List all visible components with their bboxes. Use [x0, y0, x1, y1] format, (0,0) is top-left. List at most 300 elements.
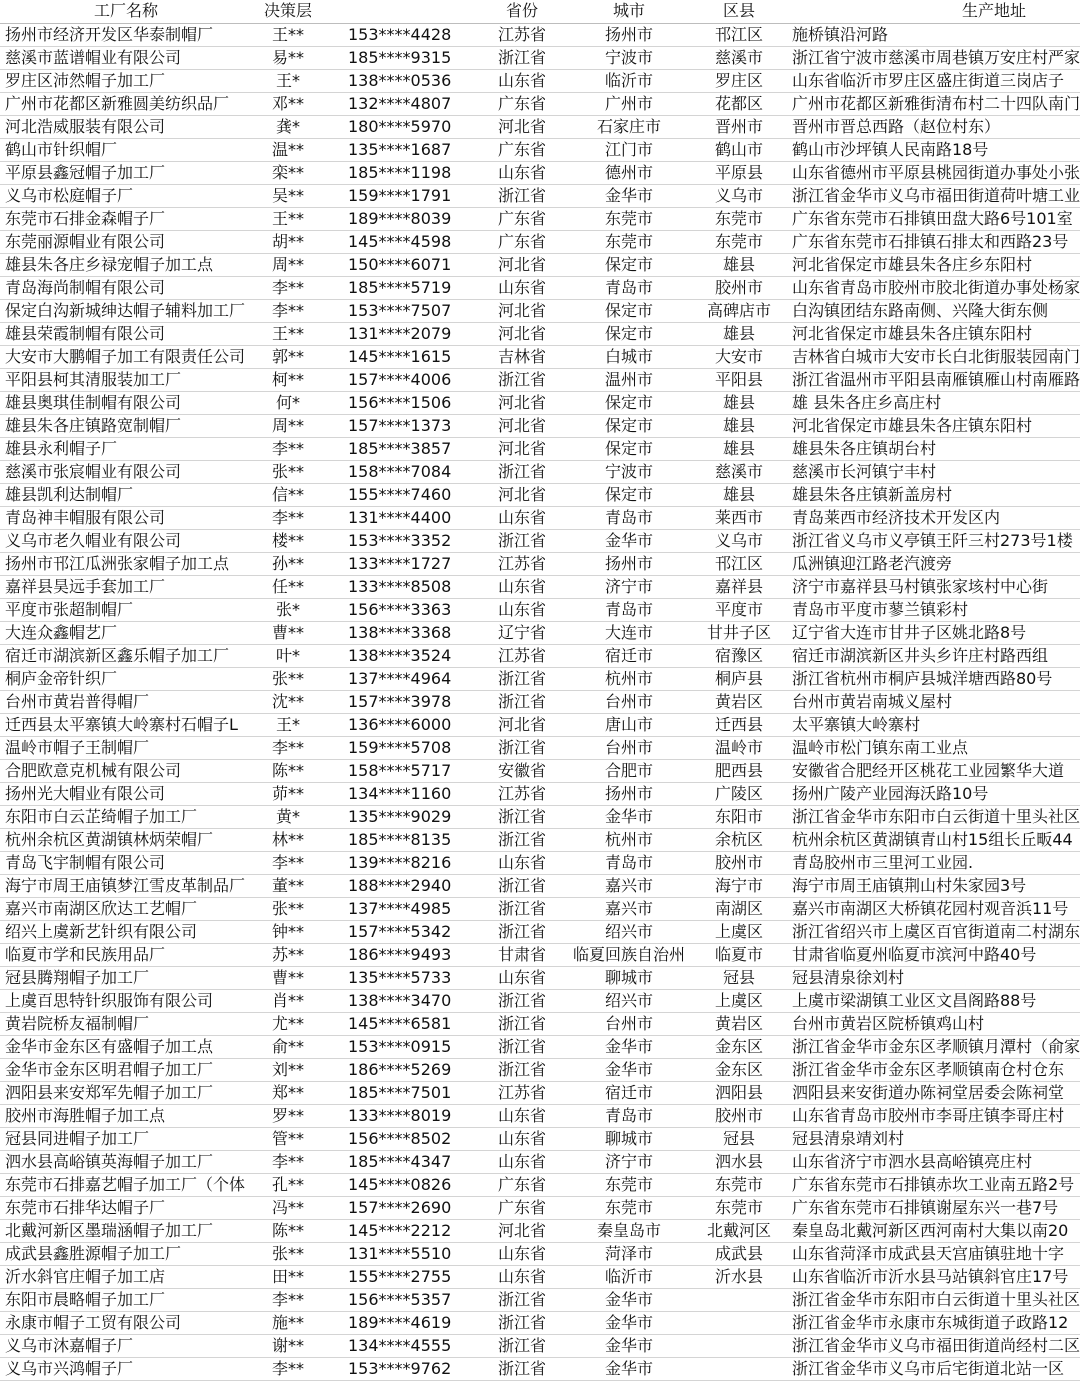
decision-maker-cell[interactable]: 钟**	[252, 920, 324, 943]
factory-name-cell[interactable]: 义乌市沐嘉帽子厂	[0, 1334, 252, 1357]
phone-cell[interactable]: 131****5510	[324, 1242, 476, 1265]
decision-maker-cell[interactable]: 李**	[252, 1288, 324, 1311]
province-cell[interactable]: 山东省	[476, 851, 568, 874]
factory-name-cell[interactable]: 桐庐金帝针织厂	[0, 667, 252, 690]
decision-maker-cell[interactable]: 管**	[252, 1127, 324, 1150]
address-cell[interactable]: 雄县朱各庄镇新盖房村	[788, 483, 1080, 506]
decision-maker-cell[interactable]: 李**	[252, 1357, 324, 1380]
address-cell[interactable]: 河北省保定市雄县朱各庄乡东阳村	[788, 253, 1080, 276]
factory-name-cell[interactable]: 临夏市学和民族用品厂	[0, 943, 252, 966]
city-cell[interactable]: 金华市	[568, 1058, 690, 1081]
phone-cell[interactable]: 180****5970	[324, 115, 476, 138]
phone-cell[interactable]: 156****3363	[324, 598, 476, 621]
district-cell[interactable]: 邗江区	[690, 23, 788, 46]
address-cell[interactable]: 青岛胶州市三里河工业园.	[788, 851, 1080, 874]
factory-name-cell[interactable]: 义乌市松庭帽子厂	[0, 184, 252, 207]
decision-maker-cell[interactable]: 肖**	[252, 989, 324, 1012]
district-cell[interactable]: 罗庄区	[690, 69, 788, 92]
city-cell[interactable]: 菏泽市	[568, 1242, 690, 1265]
city-cell[interactable]: 嘉兴市	[568, 874, 690, 897]
province-cell[interactable]: 辽宁省	[476, 621, 568, 644]
city-cell[interactable]: 青岛市	[568, 598, 690, 621]
factory-name-cell[interactable]: 迁西县太平寨镇大岭寨村石帽子L	[0, 713, 252, 736]
decision-maker-cell[interactable]: 林**	[252, 828, 324, 851]
phone-cell[interactable]: 156****5357	[324, 1288, 476, 1311]
factory-name-cell[interactable]: 平阳县柯其清服装加工厂	[0, 368, 252, 391]
phone-cell[interactable]: 138****3368	[324, 621, 476, 644]
factory-name-cell[interactable]: 金华市金东区有盛帽子加工点	[0, 1035, 252, 1058]
factory-name-cell[interactable]: 罗庄区沛然帽子加工厂	[0, 69, 252, 92]
city-cell[interactable]: 保定市	[568, 322, 690, 345]
phone-cell[interactable]: 135****1687	[324, 138, 476, 161]
header-province[interactable]: 省份	[476, 0, 568, 23]
province-cell[interactable]: 广东省	[476, 207, 568, 230]
province-cell[interactable]: 河北省	[476, 1219, 568, 1242]
factory-name-cell[interactable]: 合肥欧意克机械有限公司	[0, 759, 252, 782]
province-cell[interactable]: 浙江省	[476, 46, 568, 69]
address-cell[interactable]: 广州市花都区新雅街清布村二十四队南门	[788, 92, 1080, 115]
address-cell[interactable]: 甘肃省临夏州临夏市滨河中路40号	[788, 943, 1080, 966]
district-cell[interactable]: 甘井子区	[690, 621, 788, 644]
district-cell[interactable]: 晋州市	[690, 115, 788, 138]
district-cell[interactable]: 金东区	[690, 1058, 788, 1081]
factory-name-cell[interactable]: 泗水县高峪镇英海帽子加工厂	[0, 1150, 252, 1173]
decision-maker-cell[interactable]: 张**	[252, 667, 324, 690]
province-cell[interactable]: 浙江省	[476, 897, 568, 920]
address-cell[interactable]: 河北省保定市雄县朱各庄镇东阳村	[788, 322, 1080, 345]
decision-maker-cell[interactable]: 王**	[252, 23, 324, 46]
province-cell[interactable]: 河北省	[476, 299, 568, 322]
phone-cell[interactable]: 155****7460	[324, 483, 476, 506]
province-cell[interactable]: 浙江省	[476, 184, 568, 207]
address-cell[interactable]: 浙江省金华市义乌市福田街道尚经村二区	[788, 1334, 1080, 1357]
district-cell[interactable]: 金东区	[690, 1035, 788, 1058]
city-cell[interactable]: 保定市	[568, 414, 690, 437]
province-cell[interactable]: 浙江省	[476, 989, 568, 1012]
factory-name-cell[interactable]: 沂水斜官庄帽子加工店	[0, 1265, 252, 1288]
province-cell[interactable]: 山东省	[476, 598, 568, 621]
factory-name-cell[interactable]: 宿迁市湖滨新区鑫乐帽子加工厂	[0, 644, 252, 667]
address-cell[interactable]: 山东省临沂市罗庄区盛庄街道三岗店子	[788, 69, 1080, 92]
district-cell[interactable]: 雄县	[690, 414, 788, 437]
phone-cell[interactable]: 139****8216	[324, 851, 476, 874]
decision-maker-cell[interactable]: 刘**	[252, 1058, 324, 1081]
address-cell[interactable]: 辽宁省大连市甘井子区姚北路8号	[788, 621, 1080, 644]
factory-name-cell[interactable]: 青岛飞宇制帽有限公司	[0, 851, 252, 874]
district-cell[interactable]: 东阳市	[690, 805, 788, 828]
district-cell[interactable]: 宿豫区	[690, 644, 788, 667]
province-cell[interactable]: 山东省	[476, 575, 568, 598]
header-district[interactable]: 区县	[690, 0, 788, 23]
address-cell[interactable]: 河北省保定市雄县朱各庄镇东阳村	[788, 414, 1080, 437]
province-cell[interactable]: 广东省	[476, 92, 568, 115]
phone-cell[interactable]: 156****1506	[324, 391, 476, 414]
city-cell[interactable]: 宿迁市	[568, 1081, 690, 1104]
address-cell[interactable]: 山东省菏泽市成武县天宫庙镇驻地十字	[788, 1242, 1080, 1265]
decision-maker-cell[interactable]: 王*	[252, 69, 324, 92]
province-cell[interactable]: 浙江省	[476, 828, 568, 851]
decision-maker-cell[interactable]: 信**	[252, 483, 324, 506]
district-cell[interactable]: 雄县	[690, 437, 788, 460]
district-cell[interactable]: 东莞市	[690, 230, 788, 253]
decision-maker-cell[interactable]: 周**	[252, 253, 324, 276]
province-cell[interactable]: 河北省	[476, 437, 568, 460]
city-cell[interactable]: 白城市	[568, 345, 690, 368]
factory-name-cell[interactable]: 东莞市石排金森帽子厂	[0, 207, 252, 230]
district-cell[interactable]: 温岭市	[690, 736, 788, 759]
city-cell[interactable]: 台州市	[568, 1012, 690, 1035]
factory-name-cell[interactable]: 金华市金东区明君帽子加工厂	[0, 1058, 252, 1081]
decision-maker-cell[interactable]: 郑**	[252, 1081, 324, 1104]
city-cell[interactable]: 宿迁市	[568, 644, 690, 667]
decision-maker-cell[interactable]: 龚*	[252, 115, 324, 138]
city-cell[interactable]: 杭州市	[568, 828, 690, 851]
province-cell[interactable]: 江苏省	[476, 644, 568, 667]
district-cell[interactable]: 东莞市	[690, 1196, 788, 1219]
address-cell[interactable]: 雄县朱各庄镇胡台村	[788, 437, 1080, 460]
header-city[interactable]: 城市	[568, 0, 690, 23]
factory-name-cell[interactable]: 东阳市晨略帽子加工厂	[0, 1288, 252, 1311]
decision-maker-cell[interactable]: 孔**	[252, 1173, 324, 1196]
city-cell[interactable]: 温州市	[568, 368, 690, 391]
district-cell[interactable]: 泗水县	[690, 1150, 788, 1173]
phone-cell[interactable]: 156****8502	[324, 1127, 476, 1150]
district-cell[interactable]: 慈溪市	[690, 46, 788, 69]
city-cell[interactable]: 保定市	[568, 391, 690, 414]
city-cell[interactable]: 金华市	[568, 1334, 690, 1357]
address-cell[interactable]: 鹤山市沙坪镇人民南路18号	[788, 138, 1080, 161]
decision-maker-cell[interactable]: 张**	[252, 1242, 324, 1265]
city-cell[interactable]: 扬州市	[568, 23, 690, 46]
city-cell[interactable]: 秦皇岛市	[568, 1219, 690, 1242]
phone-cell[interactable]: 145****0826	[324, 1173, 476, 1196]
province-cell[interactable]: 浙江省	[476, 736, 568, 759]
phone-cell[interactable]: 157****4006	[324, 368, 476, 391]
phone-cell[interactable]: 138****0536	[324, 69, 476, 92]
factory-name-cell[interactable]: 雄县朱各庄乡禄宠帽子加工点	[0, 253, 252, 276]
city-cell[interactable]: 扬州市	[568, 552, 690, 575]
decision-maker-cell[interactable]: 李**	[252, 1150, 324, 1173]
province-cell[interactable]: 广东省	[476, 1173, 568, 1196]
district-cell[interactable]: 冠县	[690, 966, 788, 989]
phone-cell[interactable]: 133****8019	[324, 1104, 476, 1127]
district-cell[interactable]	[690, 1288, 788, 1311]
district-cell[interactable]: 平原县	[690, 161, 788, 184]
city-cell[interactable]: 济宁市	[568, 1150, 690, 1173]
province-cell[interactable]: 江苏省	[476, 1081, 568, 1104]
district-cell[interactable]: 大安市	[690, 345, 788, 368]
phone-cell[interactable]: 185****9315	[324, 46, 476, 69]
province-cell[interactable]: 山东省	[476, 1127, 568, 1150]
address-cell[interactable]: 山东省济宁市泗水县高峪镇亮庄村	[788, 1150, 1080, 1173]
city-cell[interactable]: 金华市	[568, 1311, 690, 1334]
decision-maker-cell[interactable]: 栾**	[252, 161, 324, 184]
decision-maker-cell[interactable]: 李**	[252, 736, 324, 759]
city-cell[interactable]: 台州市	[568, 736, 690, 759]
city-cell[interactable]: 临夏回族自治州	[568, 943, 690, 966]
address-cell[interactable]: 台州市黄岩区院桥镇鸡山村	[788, 1012, 1080, 1035]
phone-cell[interactable]: 157****3978	[324, 690, 476, 713]
city-cell[interactable]: 绍兴市	[568, 989, 690, 1012]
address-cell[interactable]: 瓜洲镇迎江路老汽渡旁	[788, 552, 1080, 575]
city-cell[interactable]: 杭州市	[568, 667, 690, 690]
province-cell[interactable]: 山东省	[476, 506, 568, 529]
phone-cell[interactable]: 185****1198	[324, 161, 476, 184]
city-cell[interactable]: 金华市	[568, 529, 690, 552]
address-cell[interactable]: 嘉兴市南湖区大桥镇花园村观音浜11号	[788, 897, 1080, 920]
phone-cell[interactable]: 136****6000	[324, 713, 476, 736]
city-cell[interactable]: 唐山市	[568, 713, 690, 736]
city-cell[interactable]: 扬州市	[568, 782, 690, 805]
province-cell[interactable]: 浙江省	[476, 1311, 568, 1334]
province-cell[interactable]: 甘肃省	[476, 943, 568, 966]
address-cell[interactable]: 慈溪市长河镇宁丰村	[788, 460, 1080, 483]
header-address[interactable]: 生产地址	[788, 0, 1080, 23]
province-cell[interactable]: 山东省	[476, 276, 568, 299]
district-cell[interactable]: 黄岩区	[690, 690, 788, 713]
district-cell[interactable]: 冠县	[690, 1127, 788, 1150]
district-cell[interactable]: 南湖区	[690, 897, 788, 920]
address-cell[interactable]: 海宁市周王庙镇荆山村朱家园3号	[788, 874, 1080, 897]
factory-name-cell[interactable]: 东阳市白云芷绮帽子加工厂	[0, 805, 252, 828]
decision-maker-cell[interactable]: 陈**	[252, 759, 324, 782]
city-cell[interactable]: 济宁市	[568, 575, 690, 598]
province-cell[interactable]: 浙江省	[476, 874, 568, 897]
city-cell[interactable]: 江门市	[568, 138, 690, 161]
address-cell[interactable]: 宿迁市湖滨新区井头乡许庄村路西组	[788, 644, 1080, 667]
factory-name-cell[interactable]: 慈溪市蓝谱帽业有限公司	[0, 46, 252, 69]
address-cell[interactable]: 浙江省温州市平阳县南雁镇雁山村南雁路	[788, 368, 1080, 391]
province-cell[interactable]: 河北省	[476, 713, 568, 736]
district-cell[interactable]: 嘉祥县	[690, 575, 788, 598]
phone-cell[interactable]: 185****4347	[324, 1150, 476, 1173]
city-cell[interactable]: 宁波市	[568, 460, 690, 483]
decision-maker-cell[interactable]: 叶*	[252, 644, 324, 667]
decision-maker-cell[interactable]: 吴**	[252, 184, 324, 207]
phone-cell[interactable]: 135****9029	[324, 805, 476, 828]
city-cell[interactable]: 东莞市	[568, 1173, 690, 1196]
province-cell[interactable]: 浙江省	[476, 460, 568, 483]
factory-name-cell[interactable]: 大连众鑫帽艺厂	[0, 621, 252, 644]
phone-cell[interactable]: 159****1791	[324, 184, 476, 207]
address-cell[interactable]: 广东省东莞市石排镇田盘大路6号101室	[788, 207, 1080, 230]
phone-cell[interactable]: 157****1373	[324, 414, 476, 437]
phone-cell[interactable]: 137****4964	[324, 667, 476, 690]
province-cell[interactable]: 山东省	[476, 69, 568, 92]
city-cell[interactable]: 金华市	[568, 805, 690, 828]
factory-name-cell[interactable]: 雄县荣霞制帽有限公司	[0, 322, 252, 345]
city-cell[interactable]: 保定市	[568, 299, 690, 322]
district-cell[interactable]: 邗江区	[690, 552, 788, 575]
city-cell[interactable]: 金华市	[568, 1035, 690, 1058]
city-cell[interactable]: 青岛市	[568, 276, 690, 299]
decision-maker-cell[interactable]: 谢**	[252, 1334, 324, 1357]
district-cell[interactable]: 上虞区	[690, 989, 788, 1012]
address-cell[interactable]: 冠县清泉徐刘村	[788, 966, 1080, 989]
city-cell[interactable]: 青岛市	[568, 1104, 690, 1127]
district-cell[interactable]: 雄县	[690, 483, 788, 506]
phone-cell[interactable]: 131****4400	[324, 506, 476, 529]
factory-name-cell[interactable]: 雄县永利帽子厂	[0, 437, 252, 460]
decision-maker-cell[interactable]: 曹**	[252, 966, 324, 989]
decision-maker-cell[interactable]: 田**	[252, 1265, 324, 1288]
phone-cell[interactable]: 186****5269	[324, 1058, 476, 1081]
phone-cell[interactable]: 153****9762	[324, 1357, 476, 1380]
decision-maker-cell[interactable]: 王**	[252, 322, 324, 345]
province-cell[interactable]: 吉林省	[476, 345, 568, 368]
address-cell[interactable]: 冠县清泉靖刘村	[788, 1127, 1080, 1150]
phone-cell[interactable]: 145****4598	[324, 230, 476, 253]
address-cell[interactable]: 台州市黄岩南城义屋村	[788, 690, 1080, 713]
factory-name-cell[interactable]: 胶州市海胜帽子加工点	[0, 1104, 252, 1127]
factory-name-cell[interactable]: 雄县朱各庄镇路宽制帽厂	[0, 414, 252, 437]
factory-name-cell[interactable]: 冠县腾翔帽子加工厂	[0, 966, 252, 989]
decision-maker-cell[interactable]: 陈**	[252, 1219, 324, 1242]
phone-cell[interactable]: 153****7507	[324, 299, 476, 322]
address-cell[interactable]: 山东省德州市平原县桃园街道办事处小张	[788, 161, 1080, 184]
city-cell[interactable]: 广州市	[568, 92, 690, 115]
header-factory-name[interactable]: 工厂名称	[0, 0, 252, 23]
factory-name-cell[interactable]: 上虞百思特针织服饰有限公司	[0, 989, 252, 1012]
city-cell[interactable]: 石家庄市	[568, 115, 690, 138]
city-cell[interactable]: 德州市	[568, 161, 690, 184]
phone-cell[interactable]: 133****1727	[324, 552, 476, 575]
phone-cell[interactable]: 137****4985	[324, 897, 476, 920]
factory-name-cell[interactable]: 青岛海尚制帽有限公司	[0, 276, 252, 299]
province-cell[interactable]: 浙江省	[476, 920, 568, 943]
phone-cell[interactable]: 155****2755	[324, 1265, 476, 1288]
city-cell[interactable]: 临沂市	[568, 1265, 690, 1288]
district-cell[interactable]: 海宁市	[690, 874, 788, 897]
factory-name-cell[interactable]: 广州市花都区新雅圆美纺织品厂	[0, 92, 252, 115]
decision-maker-cell[interactable]: 施**	[252, 1311, 324, 1334]
address-cell[interactable]: 浙江省金华市永康市东城街道子政路12	[788, 1311, 1080, 1334]
address-cell[interactable]: 山东省青岛市胶州市李哥庄镇李哥庄村	[788, 1104, 1080, 1127]
province-cell[interactable]: 河北省	[476, 483, 568, 506]
district-cell[interactable]: 胶州市	[690, 851, 788, 874]
address-cell[interactable]: 上虞市梁湖镇工业区文昌阁路88号	[788, 989, 1080, 1012]
decision-maker-cell[interactable]: 沈**	[252, 690, 324, 713]
district-cell[interactable]: 东莞市	[690, 207, 788, 230]
district-cell[interactable]: 东莞市	[690, 1173, 788, 1196]
province-cell[interactable]: 河北省	[476, 414, 568, 437]
factory-name-cell[interactable]: 绍兴上虞新艺针织有限公司	[0, 920, 252, 943]
province-cell[interactable]: 浙江省	[476, 1288, 568, 1311]
factory-name-cell[interactable]: 扬州光大帽业有限公司	[0, 782, 252, 805]
decision-maker-cell[interactable]: 邓**	[252, 92, 324, 115]
province-cell[interactable]: 广东省	[476, 230, 568, 253]
address-cell[interactable]: 浙江省金华市义乌市福田街道荷叶塘工业	[788, 184, 1080, 207]
phone-cell[interactable]: 158****5717	[324, 759, 476, 782]
phone-cell[interactable]: 134****1160	[324, 782, 476, 805]
city-cell[interactable]: 聊城市	[568, 966, 690, 989]
address-cell[interactable]: 济宁市嘉祥县马村镇张家垓村中心街	[788, 575, 1080, 598]
phone-cell[interactable]: 135****5733	[324, 966, 476, 989]
city-cell[interactable]: 绍兴市	[568, 920, 690, 943]
decision-maker-cell[interactable]: 黄*	[252, 805, 324, 828]
decision-maker-cell[interactable]: 李**	[252, 506, 324, 529]
district-cell[interactable]: 高碑店市	[690, 299, 788, 322]
city-cell[interactable]: 临沂市	[568, 69, 690, 92]
city-cell[interactable]: 合肥市	[568, 759, 690, 782]
phone-cell[interactable]: 186****9493	[324, 943, 476, 966]
decision-maker-cell[interactable]: 董**	[252, 874, 324, 897]
decision-maker-cell[interactable]: 茆**	[252, 782, 324, 805]
province-cell[interactable]: 浙江省	[476, 1357, 568, 1380]
district-cell[interactable]: 鹤山市	[690, 138, 788, 161]
phone-cell[interactable]: 189****8039	[324, 207, 476, 230]
factory-name-cell[interactable]: 扬州市邗江瓜洲张家帽子加工点	[0, 552, 252, 575]
header-phone[interactable]	[324, 0, 476, 23]
factory-name-cell[interactable]: 扬州市经济开发区华泰制帽厂	[0, 23, 252, 46]
district-cell[interactable]: 慈溪市	[690, 460, 788, 483]
phone-cell[interactable]: 158****7084	[324, 460, 476, 483]
factory-name-cell[interactable]: 平原县鑫冠帽子加工厂	[0, 161, 252, 184]
address-cell[interactable]: 浙江省绍兴市上虞区百官街道南二村湖东	[788, 920, 1080, 943]
factory-name-cell[interactable]: 义乌市兴鸿帽子厂	[0, 1357, 252, 1380]
phone-cell[interactable]: 145****1615	[324, 345, 476, 368]
district-cell[interactable]: 平阳县	[690, 368, 788, 391]
district-cell[interactable]: 雄县	[690, 322, 788, 345]
decision-maker-cell[interactable]: 周**	[252, 414, 324, 437]
phone-cell[interactable]: 145****2212	[324, 1219, 476, 1242]
phone-cell[interactable]: 157****2690	[324, 1196, 476, 1219]
decision-maker-cell[interactable]: 王**	[252, 207, 324, 230]
city-cell[interactable]: 宁波市	[568, 46, 690, 69]
factory-name-cell[interactable]: 大安市大鹏帽子加工有限责任公司	[0, 345, 252, 368]
province-cell[interactable]: 河北省	[476, 115, 568, 138]
province-cell[interactable]: 浙江省	[476, 690, 568, 713]
address-cell[interactable]: 杭州余杭区黄湖镇青山村15组长丘畈44	[788, 828, 1080, 851]
decision-maker-cell[interactable]: 张*	[252, 598, 324, 621]
province-cell[interactable]: 浙江省	[476, 1035, 568, 1058]
decision-maker-cell[interactable]: 李**	[252, 437, 324, 460]
district-cell[interactable]: 迁西县	[690, 713, 788, 736]
decision-maker-cell[interactable]: 李**	[252, 276, 324, 299]
phone-cell[interactable]: 138****3524	[324, 644, 476, 667]
city-cell[interactable]: 保定市	[568, 483, 690, 506]
decision-maker-cell[interactable]: 柯**	[252, 368, 324, 391]
phone-cell[interactable]: 153****4428	[324, 23, 476, 46]
address-cell[interactable]: 浙江省金华市义乌市后宅街道北站一区	[788, 1357, 1080, 1380]
decision-maker-cell[interactable]: 俞**	[252, 1035, 324, 1058]
decision-maker-cell[interactable]: 易**	[252, 46, 324, 69]
factory-name-cell[interactable]: 黄岩院桥友福制帽厂	[0, 1012, 252, 1035]
phone-cell[interactable]: 153****3352	[324, 529, 476, 552]
decision-maker-cell[interactable]: 王*	[252, 713, 324, 736]
address-cell[interactable]: 雄 县朱各庄乡高庄村	[788, 391, 1080, 414]
province-cell[interactable]: 山东省	[476, 1265, 568, 1288]
factory-name-cell[interactable]: 雄县凯利达制帽厂	[0, 483, 252, 506]
address-cell[interactable]: 广东省东莞市石排镇赤坎工业南五路2号	[788, 1173, 1080, 1196]
factory-name-cell[interactable]: 海宁市周王庙镇梦江雪皮革制品厂	[0, 874, 252, 897]
district-cell[interactable]: 桐庐县	[690, 667, 788, 690]
district-cell[interactable]: 余杭区	[690, 828, 788, 851]
phone-cell[interactable]: 185****5719	[324, 276, 476, 299]
factory-name-cell[interactable]: 青岛神丰帽服有限公司	[0, 506, 252, 529]
phone-cell[interactable]: 185****8135	[324, 828, 476, 851]
decision-maker-cell[interactable]: 李**	[252, 851, 324, 874]
decision-maker-cell[interactable]: 任**	[252, 575, 324, 598]
city-cell[interactable]: 东莞市	[568, 207, 690, 230]
province-cell[interactable]: 河北省	[476, 253, 568, 276]
factory-name-cell[interactable]: 嘉祥县昊远手套加工厂	[0, 575, 252, 598]
province-cell[interactable]: 浙江省	[476, 1012, 568, 1035]
district-cell[interactable]	[690, 1334, 788, 1357]
decision-maker-cell[interactable]: 尤**	[252, 1012, 324, 1035]
province-cell[interactable]: 江苏省	[476, 23, 568, 46]
address-cell[interactable]: 晋州市晋总西路（赵位村东）	[788, 115, 1080, 138]
